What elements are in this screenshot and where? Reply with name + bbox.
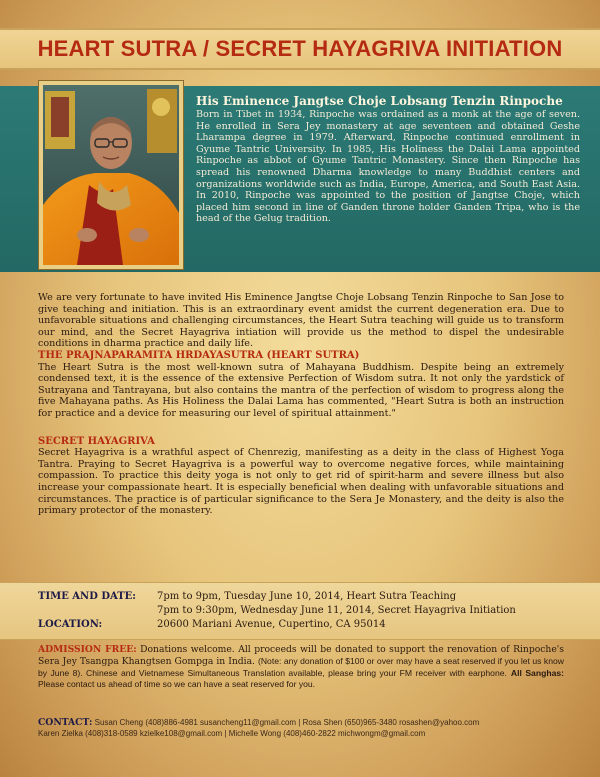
contact-line-1: Susan Cheng (408)886-4981 susancheng11@gmail.com | Rosa Shen (650)965-3480 rosashen@yahoo.com [94, 718, 480, 727]
main-content [38, 292, 564, 533]
contact-info [38, 718, 568, 739]
title-banner [0, 28, 600, 70]
contact-label: CONTACT: [38, 717, 93, 728]
schedule-band [0, 582, 600, 640]
admission-text: Donations welcome. All proceeds will be donated to support the renovation of Rinpoche's Sera Jey Tsangpa Khangtsen Gompga in India. [38, 644, 564, 667]
hayagriva-heading: SECRET HAYAGRIVA [38, 435, 155, 447]
admission-label: ADMISSION FREE: [38, 644, 137, 655]
time-date-line-1: 7pm to 9pm, Tuesday June 10, 2014, Heart Sutra Teaching [157, 591, 457, 602]
rinpoche-name: His Eminence Jangtse Choje Lobsang Tenzin Rinpoche [196, 94, 563, 108]
hayagriva-text: Secret Hayagriva is a wrathful aspect of Chenrezig, manifesting as a deity in the class of Highest Yoga Tantra. Praying to Secret Hayagriva is a powerful way to overcome negative forces, while maintaining compassion. To practice this deity yoga is not only to get rid of spirit-harm and severe illness but also increase your compassionate heart. It is especially beneficial when dealing with unfavorable situations and circumstances. The practice is of particular significance to the Sera Je Monastery, and the deity is also the primary protector of the monastery. [38, 447, 564, 517]
heart-sutra-text: The Heart Sutra is the most well-known sutra of Mahayana Buddhism. Despite being an extremely condensed text, it is the essence of the extensive Perfection of Wisdom sutra. It not only the yardstick of Sutrayana and Tantrayana, but also contains the mantra of the perfection of wisdom to progress along the five Mahayana paths. As His Holiness the Dalai Lama has commented, "Heart Sutra is both an instruction for practice and a device for measuring our level of spiritual attainment." [38, 361, 564, 419]
sanghas-text: Please contact us ahead of time so we can have a seat reserved for you. [38, 679, 316, 690]
hayagriva-section [38, 436, 564, 517]
rinpoche-portrait-photo [43, 85, 179, 265]
biography-text: Born in Tibet in 1934, Rinpoche was ordained as a monk at the age of seven. He enrolled in Sera Jey monastery at age seventeen and obtained Geshe Lharampa degree in 1979. Afterward, Rinpoche continued enrollment in Gyume Tantric University. In 1985, His Holiness the Dalai Lama appointed Rinpoche as abbot of Gyume Tantric Monastery. Since then Rinpoche has spread his renowned Dharma knowledge to many Buddhist centers and organizations worldwide such as India, Europe, America, and South East Asia. In 2010, Rinpoche was appointed to the position of Jangtse Choje, which placed him second in line of Ganden throne holder Ganden Tripa, who is the head of the Gelug tradition. [196, 109, 580, 225]
location-label: LOCATION: [38, 619, 103, 630]
intro-paragraph: We are very fortunate to have invited His Eminence Jangtse Choje Lobsang Tenzin Rinpoche to San Jose to give teaching and initiation. This is an extraordinary event amidst the current degeneration era. Due to unfavorable situations and challenging circumstances, the Heart Sutra teaching will guide us to transform our mind, and the Secret Hayagriva intiation will provide us the method to dispel the undesirable conditions in dharma practice and daily life. [38, 292, 564, 350]
location-address: 20600 Mariani Avenue, Cupertino, CA 95014 [157, 619, 386, 630]
contact-line-2: Karen Zielka (408)318-0589 kzielke108@gmail.com | Michelle Wong (408)460-2822 michwongm@gmail.com [38, 728, 426, 738]
biography [196, 94, 580, 225]
sanghas-label: All Sanghas: [510, 667, 565, 678]
time-date-line-2: 7pm to 9:30pm, Wednesday June 11, 2014, Secret Hayagriva Initiation [157, 605, 516, 616]
admission-info [38, 644, 564, 691]
heart-sutra-heading: THE PRAJNAPARAMITA HRDAYASUTRA (HEART SUTRA) [38, 349, 360, 361]
admission-note: (Note: any donation of $100 or over may have a seat reserved if you let us know by June 8). Chinese and Vietnamese Simultaneous Translation available, please bring your FM receiver with earphone. [38, 655, 564, 678]
rinpoche-photo-frame [38, 80, 184, 270]
poster-title: HEART SUTRA / SECRET HAYAGRIVA INITIATION [37, 36, 563, 61]
heart-sutra-section [38, 350, 564, 420]
time-date-label: TIME AND DATE: [38, 591, 136, 602]
